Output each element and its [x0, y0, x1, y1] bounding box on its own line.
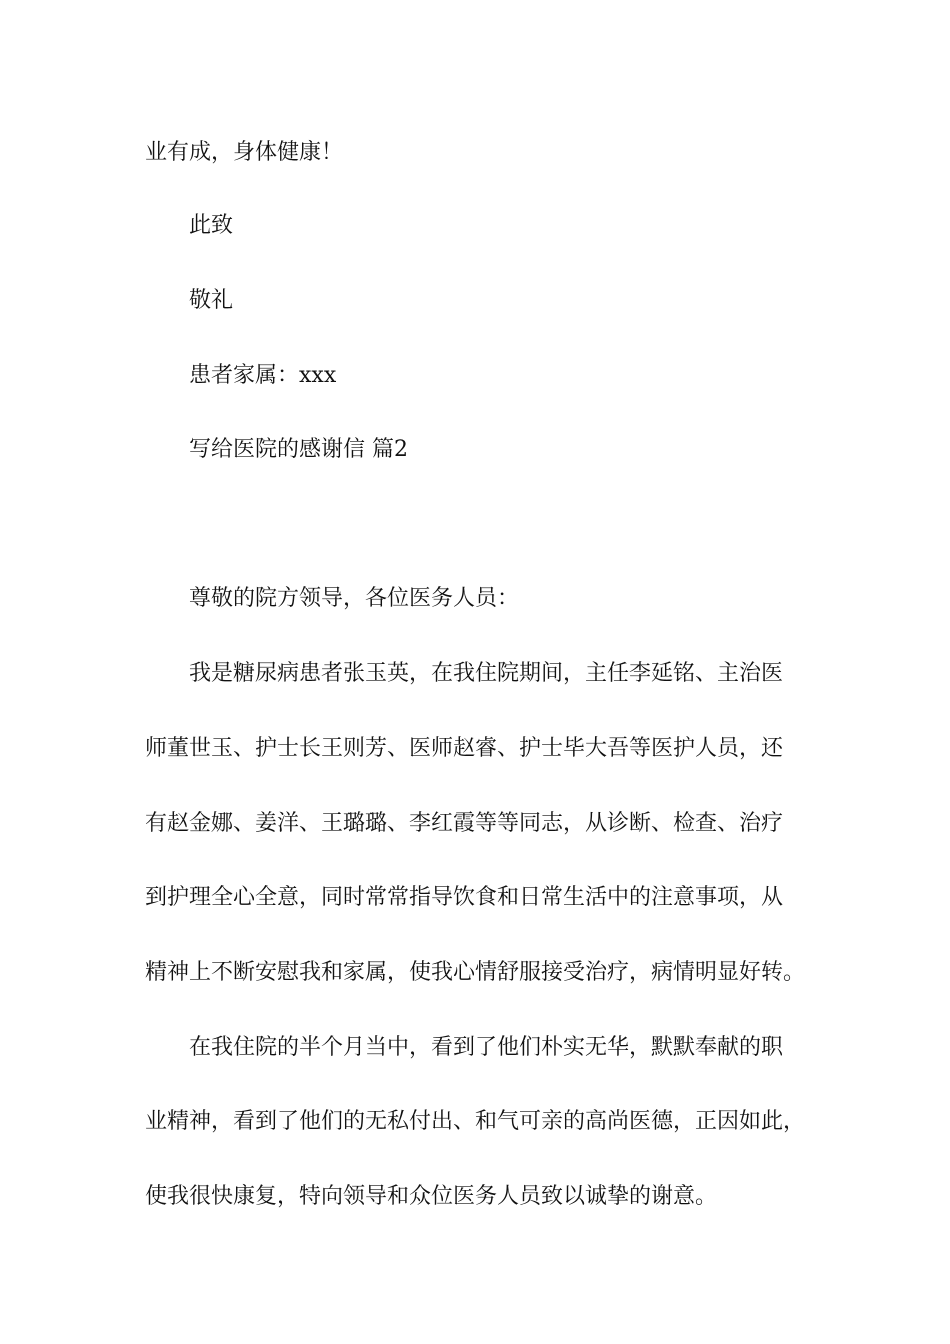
- paragraph-1-line-3: 有赵金娜、姜洋、王璐璐、李红霞等等同志，从诊断、检查、治疗: [145, 811, 784, 836]
- greeting-line: 尊敬的院方领导，各位医务人员：: [189, 586, 520, 611]
- paragraph-1-line-2: 师董世玉、护士长王则芳、医师赵睿、护士毕大吾等医护人员，还: [145, 736, 784, 761]
- closing-wish-line: 业有成，身体健康！: [145, 140, 344, 165]
- paragraph-2-line-1: 在我住院的半个月当中，看到了他们朴实无华，默默奉献的职: [189, 1035, 784, 1060]
- salutation-ci-zhi: 此致: [189, 213, 234, 238]
- paragraph-1-line-5: 精神上不断安慰我和家属，使我心情舒服接受治疗，病情明显好转。: [145, 960, 806, 985]
- signature-line: 患者家属：xxx: [189, 363, 337, 388]
- paragraph-1-line-1: 我是糖尿病患者张玉英，在我住院期间，主任李延铭、主治医: [189, 661, 784, 686]
- paragraph-2-line-2: 业精神，看到了他们的无私付出、和气可亲的高尚医德，正因如此，: [145, 1109, 806, 1134]
- paragraph-2-line-3: 使我很快康复，特向领导和众位医务人员致以诚挚的谢意。: [145, 1184, 718, 1209]
- section-title: 写给医院的感谢信 篇2: [189, 437, 408, 462]
- salutation-jing-li: 敬礼: [189, 288, 234, 313]
- paragraph-1-line-4: 到护理全心全意，同时常常指导饮食和日常生活中的注意事项，从: [145, 885, 784, 910]
